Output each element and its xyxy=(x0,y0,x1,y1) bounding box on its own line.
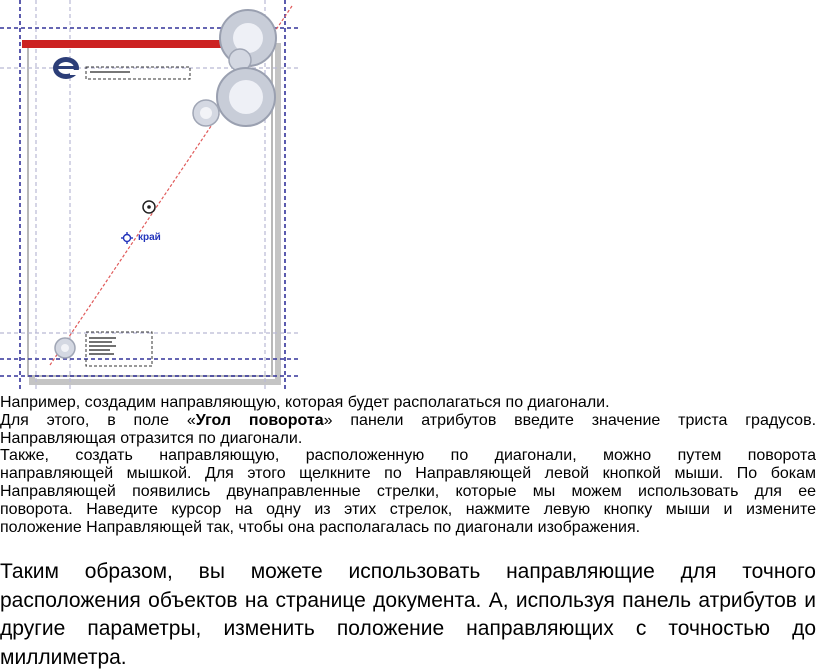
paragraph-4-line-4: поворота. Наведите курсор на одну из этих стрелок, нажмите левую кнопку мыши и измените xyxy=(0,500,816,518)
conclusion-text-large xyxy=(0,558,816,672)
paragraph-4-line-3: Направляющей появились двунаправленные стрелки, которые мы можем использовать для ее xyxy=(0,482,816,500)
paragraph-4-line-1: Также, создать направляющую, расположенную по диагонали, можно путем поворота xyxy=(0,447,816,465)
paragraph-1: Например, создадим направляющую, которая будет располагаться по диагонали. xyxy=(0,394,610,411)
field-name: Угол поворота xyxy=(195,411,324,429)
diagonal-guide-illustration xyxy=(0,0,300,392)
conclusion-line-2: расположения объектов на странице документа. А, используя панель атрибутов и xyxy=(0,588,816,612)
paragraph-3: Направляющая отразится по диагонали. xyxy=(0,429,303,447)
paragraph-4-line-2: направляющей мышкой. Для этого щелкните по Направляющей левой кнопкой мыши. По бокам xyxy=(0,465,816,483)
conclusion-line-4: миллиметра. xyxy=(0,645,127,669)
conclusion-line-1: Таким образом, вы можете использовать направляющие для точного xyxy=(0,560,816,583)
edge-label: край xyxy=(138,232,161,243)
e-logo-icon xyxy=(53,57,79,79)
rotation-center-icon xyxy=(143,201,155,213)
paragraph-4-line-5: положение Направляющей так, чтобы она располагалась по диагонали изображения. xyxy=(0,518,641,536)
instruction-text-small xyxy=(0,394,816,536)
conclusion-line-3: другие параметры, изменить положение направляющих с точностью до xyxy=(0,617,816,640)
paragraph-2: Для этого, в поле «Угол поворота» панели атрибутов введите значение триста градусов. xyxy=(0,411,816,429)
